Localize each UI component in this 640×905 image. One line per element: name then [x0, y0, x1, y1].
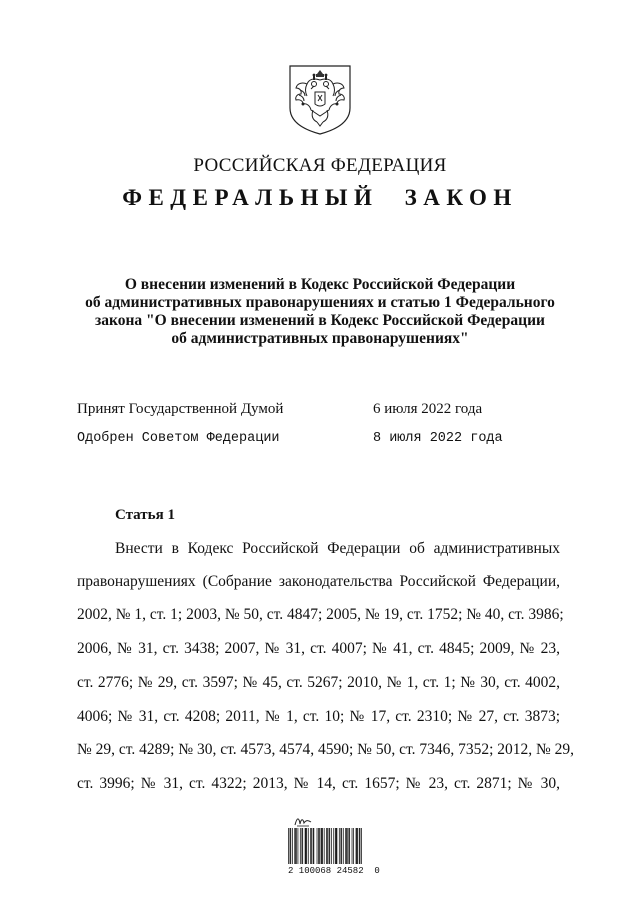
barcode-number: 2 100068 24582 0 — [288, 866, 380, 876]
barcode-bar — [343, 828, 344, 864]
barcode-bar — [300, 828, 301, 864]
barcode-bar — [329, 828, 330, 864]
barcode-bar — [288, 828, 289, 864]
barcode-bar — [341, 828, 342, 864]
barcode-bar — [329, 828, 330, 864]
barcode-bar — [319, 828, 320, 864]
barcode-bar — [292, 828, 293, 864]
barcode-bar — [360, 828, 361, 864]
council-approval-date: 8 июля 2022 года — [373, 431, 503, 446]
barcode-bar — [336, 828, 337, 864]
barcode-bar — [313, 828, 314, 864]
barcode-bar — [348, 828, 349, 864]
article-text-line: правонарушениях (Собрание законодательства Российской Федерации, — [77, 573, 560, 590]
barcode-bar — [313, 828, 314, 864]
barcode-bar — [290, 828, 291, 864]
barcode-bar — [311, 828, 312, 864]
duma-adoption-label: Принят Государственной Думой — [77, 401, 284, 417]
barcode-bar — [339, 828, 340, 864]
barcode-bar — [349, 828, 350, 864]
barcode-bar — [333, 828, 334, 864]
barcode-bar — [294, 828, 295, 864]
barcode-bar — [310, 828, 311, 864]
law-title-line: закона "О внесении изменений в Кодекс Российской Федерации — [95, 312, 545, 329]
article-text-line: ст. 2776; № 29, ст. 3597; № 45, ст. 5267; 2010, № 1, ст. 1; № 30, ст. 4002, — [77, 674, 560, 691]
barcode-bar — [324, 828, 325, 864]
coat-of-arms-emblem — [287, 64, 353, 136]
barcode-bar — [335, 828, 336, 864]
article-heading: Статья 1 — [115, 507, 175, 523]
barcode-bar — [306, 828, 307, 864]
duma-adoption-date: 6 июля 2022 года — [373, 401, 483, 417]
barcode-bar — [331, 828, 332, 864]
barcode-bar — [327, 828, 328, 864]
barcode-bar — [353, 828, 354, 864]
law-title — [60, 276, 580, 348]
barcode-bar — [295, 828, 296, 864]
barcode-bar — [302, 828, 303, 864]
article-text-line: 2006, № 31, ст. 3438; 2007, № 31, ст. 4007; № 41, ст. 4845; 2009, № 23, — [77, 640, 560, 657]
barcode-bar — [345, 828, 346, 864]
barcode-bar — [352, 828, 353, 864]
barcode — [288, 828, 362, 864]
barcode-bar — [296, 828, 297, 864]
barcode-bar — [322, 828, 323, 864]
barcode-bar — [305, 828, 306, 864]
barcode-bar — [321, 828, 322, 864]
article-text-line: 2002, № 1, ст. 1; 2003, № 50, ст. 4847; 2005, № 19, ст. 1752; № 40, ст. 3986; — [77, 606, 564, 623]
law-title-line: об административных правонарушениях и статью 1 Федерального — [85, 294, 555, 311]
article-text-line: № 29, ст. 4289; № 30, ст. 4573, 4574, 4590; № 50, ст. 7346, 7352; 2012, № 29, — [77, 741, 575, 758]
barcode-bar — [337, 828, 338, 864]
barcode-bar — [308, 828, 309, 864]
barcode-bar — [356, 828, 357, 864]
barcode-bar — [356, 828, 357, 864]
barcode-bar — [346, 828, 347, 864]
barcode-bar — [318, 828, 319, 864]
barcode-bar — [321, 828, 322, 864]
barcode-bar — [347, 828, 348, 864]
country-name: РОССИЙСКАЯ ФЕДЕРАЦИЯ — [193, 155, 447, 176]
barcode-bar — [341, 828, 342, 864]
barcode-bar — [361, 828, 362, 864]
barcode-bar — [326, 828, 327, 864]
barcode-bar — [317, 828, 318, 864]
barcode-bar — [290, 828, 291, 864]
law-title-line: об административных правонарушениях" — [171, 330, 469, 347]
barcode-bar — [359, 828, 360, 864]
law-title-line: О внесении изменений в Кодекс Российской Федерации — [124, 276, 516, 293]
barcode-bar — [302, 828, 303, 864]
article-text-line: ст. 3996; № 31, ст. 4322; 2013, № 14, ст. 1657; № 23, ст. 2871; № 30, — [77, 775, 560, 792]
barcode-bar — [298, 828, 299, 864]
handwritten-mark-icon — [294, 815, 312, 827]
council-approval-label: Одобрен Советом Федерации — [77, 431, 280, 446]
article-text-line: 4006; № 31, ст. 4208; 2011, № 1, ст. 10; № 17, ст. 2310; № 27, ст. 3873; — [77, 708, 560, 725]
document-type: ФЕДЕРАЛЬНЫЙ ЗАКОН — [122, 185, 518, 210]
barcode-bar — [306, 828, 307, 864]
article-text-line: Внести в Кодекс Российской Федерации об административных — [115, 540, 560, 557]
barcode-bar — [357, 828, 358, 864]
barcode-block — [288, 815, 378, 875]
